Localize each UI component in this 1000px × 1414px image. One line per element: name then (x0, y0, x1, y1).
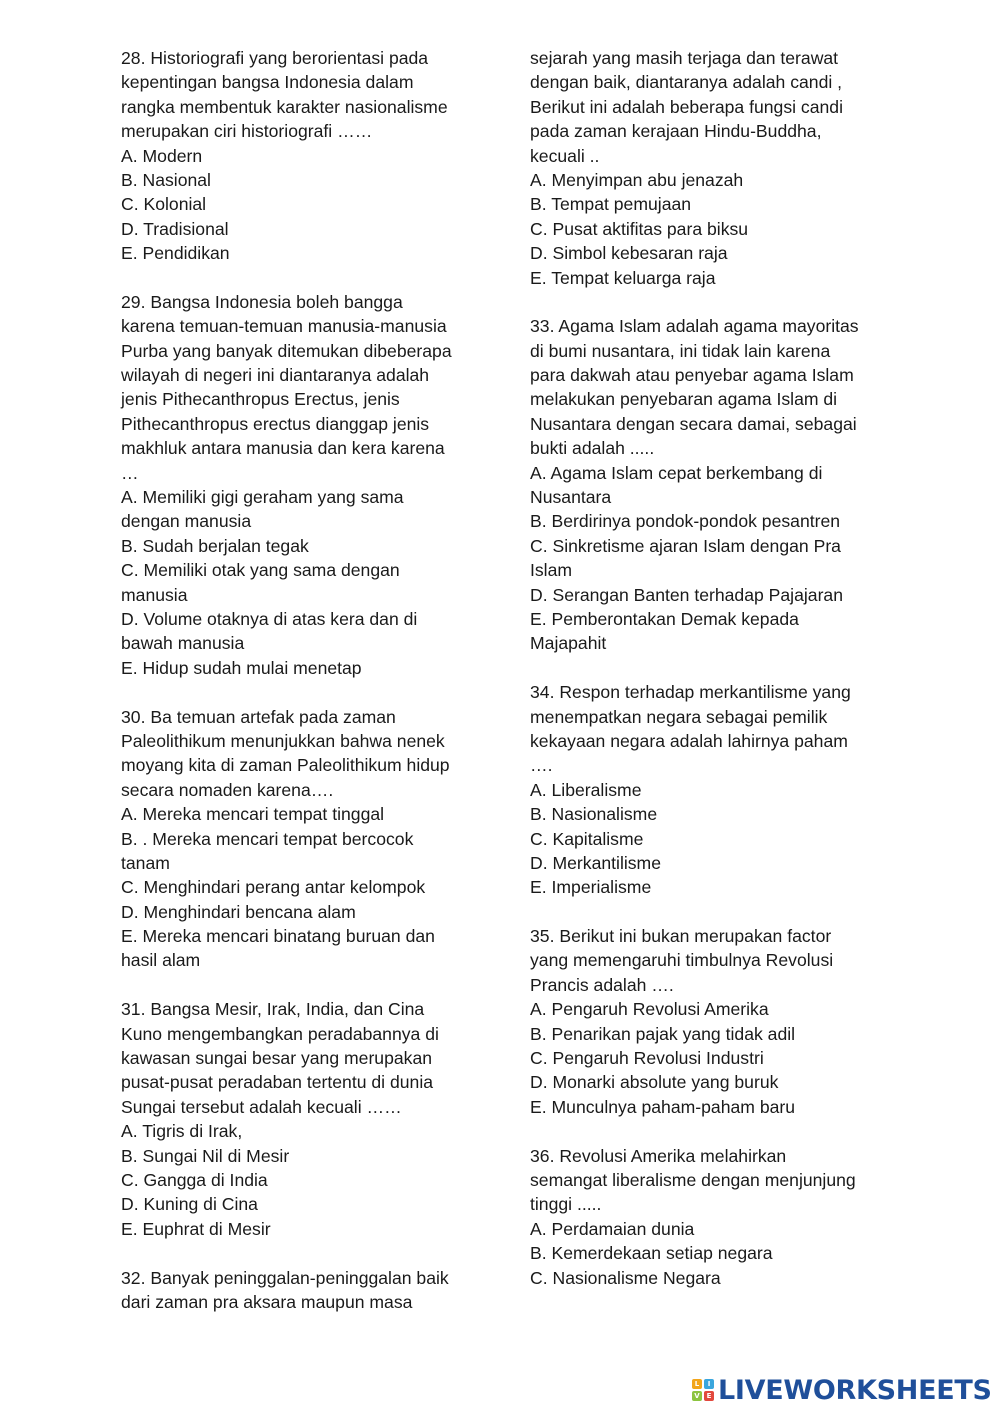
text-line: manusia (121, 584, 188, 605)
paragraph-gap (530, 290, 880, 314)
text-line: D. Serangan Banten terhadap Pajajaran (530, 584, 844, 605)
text-line: A. Menyimpan abu jenazah (530, 169, 744, 190)
text-line: E. Hidup sudah mulai menetap (121, 657, 362, 678)
text-line: dengan manusia (121, 511, 252, 532)
text-line: B. Penarikan pajak yang tidak adil (530, 1023, 796, 1044)
text-line: 35. Berikut ini bukan merupakan factor (530, 926, 832, 947)
text-line: E. Pendidikan (121, 243, 230, 264)
logo-tile-e: E (704, 1391, 714, 1401)
text-line: C. Memiliki otak yang sama dengan (121, 560, 400, 581)
text-line: C. Menghindari perang antar kelompok (121, 877, 426, 898)
text-line: B. Nasional (121, 169, 211, 190)
text-line: E. Tempat keluarga raja (530, 267, 716, 288)
text-line: Islam (530, 560, 573, 581)
text-line: Kuno mengembangkan peradabannya di (121, 1023, 439, 1044)
text-line: Prancis adalah …. (530, 974, 674, 995)
text-line: A. Memiliki gigi geraham yang sama (121, 487, 404, 508)
text-line: dengan baik, diantaranya adalah candi , (530, 72, 843, 93)
liveworksheets-logo-icon (692, 1379, 714, 1401)
text-line: karena temuan-temuan manusia-manusia (121, 316, 447, 337)
text-line: Nusantara dengan secara damai, sebagai (530, 413, 857, 434)
text-line: C. Nasionalisme Negara (530, 1267, 721, 1288)
text-line: makhluk antara manusia dan kera karena (121, 438, 445, 459)
paragraph-gap (121, 680, 481, 704)
text-line: secara nomaden karena…. (121, 779, 334, 800)
text-line: E. Euphrat di Mesir (121, 1218, 271, 1239)
text-line: dari zaman pra aksara maupun masa (121, 1291, 413, 1312)
text-line: rangka membentuk karakter nasionalisme (121, 96, 448, 117)
text-line: kekayaan negara adalah lahirnya paham (530, 730, 848, 751)
text-line: merupakan ciri historiografi …… (121, 121, 373, 142)
text-line: tanam (121, 852, 170, 873)
text-line: A. Modern (121, 145, 203, 166)
text-line: Pithecanthropus erectus dianggap jenis (121, 413, 430, 434)
text-line: D. Tradisional (121, 218, 229, 239)
text-line: Majapahit (530, 633, 607, 654)
logo-tile-i: I (704, 1379, 714, 1389)
text-line: B. Nasionalisme (530, 804, 658, 825)
text-line: B. Sudah berjalan tegak (121, 535, 309, 556)
text-line: wilayah di negeri ini diantaranya adalah (121, 365, 430, 386)
paragraph-gap (530, 900, 880, 924)
text-line: C. Pusat aktifitas para biksu (530, 218, 749, 239)
text-line: B. . Mereka mencari tempat bercocok (121, 828, 414, 849)
text-line: …. (530, 755, 553, 776)
text-line: Purba yang banyak ditemukan dibeberapa (121, 340, 452, 361)
text-line: … (121, 462, 139, 483)
text-line: B. Berdirinya pondok-pondok pesantren (530, 511, 841, 532)
logo-tile-l: L (692, 1379, 702, 1389)
text-line: B. Kemerdekaan setiap negara (530, 1243, 773, 1264)
text-line: menempatkan negara sebagai pemilik (530, 706, 828, 727)
text-line: 36. Revolusi Amerika melahirkan (530, 1145, 787, 1166)
text-line: C. Sinkretisme ajaran Islam dengan Pra (530, 535, 841, 556)
text-line: A. Agama Islam cepat berkembang di (530, 462, 823, 483)
text-line: melakukan penyebaran agama Islam di (530, 389, 838, 410)
text-line: Paleolithikum menunjukkan bahwa nenek (121, 730, 445, 751)
liveworksheets-wordmark: LIVEWORKSHEETS (718, 1374, 992, 1406)
logo-tile-v: V (692, 1391, 702, 1401)
left-column (121, 46, 481, 1314)
text-line: B. Tempat pemujaan (530, 194, 692, 215)
text-line: bukti adalah ..... (530, 438, 655, 459)
text-line: 28. Historiografi yang berorientasi pada (121, 48, 429, 68)
text-line: yang memengaruhi timbulnya Revolusi (530, 950, 834, 971)
text-line: A. Perdamaian dunia (530, 1218, 695, 1239)
text-line: 30. Ba temuan artefak pada zaman (121, 706, 396, 727)
text-line: 29. Bangsa Indonesia boleh bangga (121, 291, 403, 312)
text-line: D. Simbol kebesaran raja (530, 243, 728, 264)
text-line: A. Mereka mencari tempat tinggal (121, 804, 385, 825)
text-line: sejarah yang masih terjaga dan terawat (530, 48, 839, 68)
text-line: pada zaman kerajaan Hindu-Buddha, (530, 121, 822, 142)
text-line: D. Merkantilisme (530, 852, 661, 873)
text-line: E. Pemberontakan Demak kepada (530, 608, 799, 629)
text-line: di bumi nusantara, ini tidak lain karena (530, 340, 831, 361)
text-line: 33. Agama Islam adalah agama mayoritas (530, 316, 859, 337)
text-line: D. Volume otaknya di atas kera dan di (121, 608, 418, 629)
right-column (530, 46, 880, 1290)
text-line: D. Menghindari bencana alam (121, 901, 356, 922)
paragraph-gap (121, 973, 481, 997)
text-line: para dakwah atau penyebar agama Islam (530, 365, 854, 386)
text-line: A. Liberalisme (530, 779, 642, 800)
text-line: Sungai tersebut adalah kecuali …… (121, 1096, 402, 1117)
text-line: hasil alam (121, 950, 201, 971)
text-line: E. Mereka mencari binatang buruan dan (121, 926, 435, 947)
text-line: A. Tigris di Irak, (121, 1121, 243, 1142)
text-line: A. Pengaruh Revolusi Amerika (530, 999, 769, 1020)
text-line: D. Monarki absolute yang buruk (530, 1072, 779, 1093)
text-line: kecuali .. (530, 145, 600, 166)
text-line: tinggi ..... (530, 1194, 602, 1215)
text-line: B. Sungai Nil di Mesir (121, 1145, 290, 1166)
text-line: pusat-pusat peradaban tertentu di dunia (121, 1072, 434, 1093)
text-line: 32. Banyak peninggalan-peninggalan baik (121, 1267, 449, 1288)
paragraph-gap (121, 266, 481, 290)
text-line: Nusantara (530, 487, 612, 508)
text-line: E. Imperialisme (530, 877, 652, 898)
text-line: moyang kita di zaman Paleolithikum hidup (121, 755, 450, 776)
text-line: C. Gangga di India (121, 1169, 268, 1190)
text-line: 34. Respon terhadap merkantilisme yang (530, 682, 851, 703)
text-line: C. Kolonial (121, 194, 207, 215)
text-line: kepentingan bangsa Indonesia dalam (121, 72, 414, 93)
text-line: jenis Pithecanthropus Erectus, jenis (121, 389, 400, 410)
text-line: C. Kapitalisme (530, 828, 644, 849)
text-line: 31. Bangsa Mesir, Irak, India, dan Cina (121, 999, 425, 1020)
text-line: Berikut ini adalah beberapa fungsi candi (530, 96, 843, 117)
paragraph-gap (530, 656, 880, 680)
text-line: kawasan sungai besar yang merupakan (121, 1048, 433, 1069)
text-line: D. Kuning di Cina (121, 1194, 258, 1215)
text-line: C. Pengaruh Revolusi Industri (530, 1048, 764, 1069)
text-line: E. Munculnya paham-paham baru (530, 1096, 796, 1117)
liveworksheets-logo[interactable] (692, 1374, 992, 1406)
paragraph-gap (121, 1241, 481, 1265)
text-line: bawah manusia (121, 633, 245, 654)
text-line: semangat liberalisme dengan menjunjung (530, 1169, 856, 1190)
paragraph-gap (530, 1119, 880, 1143)
